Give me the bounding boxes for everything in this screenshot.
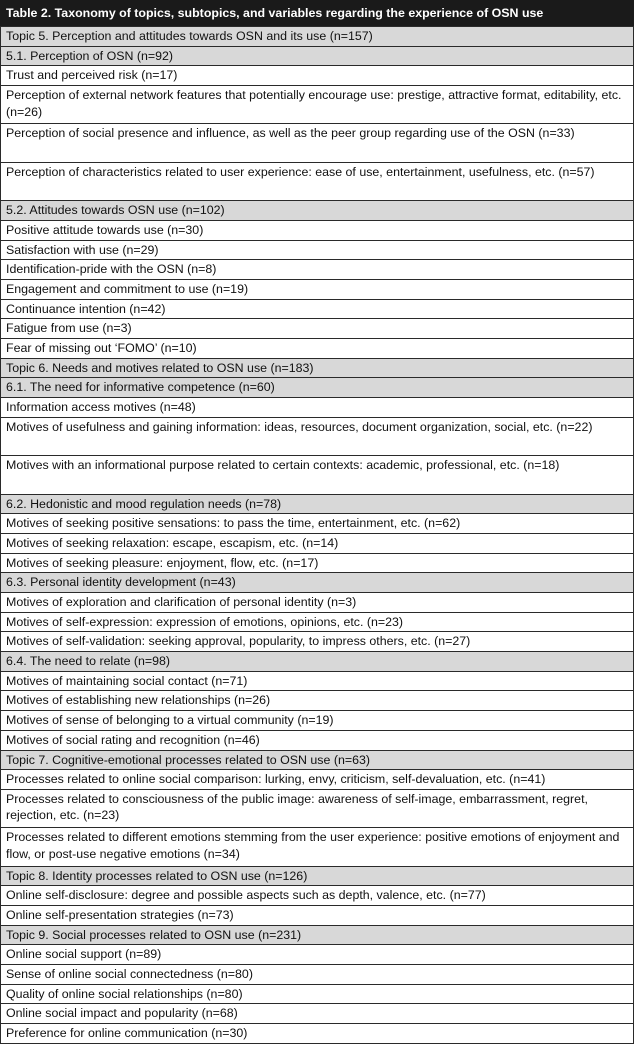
table-row: Preference for online communication (n=30): [1, 1023, 633, 1043]
table-row: Perception of characteristics related to user experience: ease of use, entertainment, usefulness, etc. (n=57): [1, 162, 633, 200]
table-row: Motives of usefulness and gaining information: ideas, resources, document organization, social, etc. (n=22): [1, 417, 633, 455]
table-section-header: 6.3. Personal identity development (n=43): [1, 572, 633, 592]
table-section-header: Topic 6. Needs and motives related to OSN use (n=183): [1, 358, 633, 378]
table-row: Identification-pride with the OSN (n=8): [1, 259, 633, 279]
table-section-header: Topic 5. Perception and attitudes towards OSN and its use (n=157): [1, 26, 633, 46]
table-row: Fatigue from use (n=3): [1, 318, 633, 338]
table-row: Motives of self-expression: expression of emotions, opinions, etc. (n=23): [1, 612, 633, 632]
table-row: Online social support (n=89): [1, 944, 633, 964]
table-row: Motives with an informational purpose related to certain contexts: academic, professional, etc. (n=18): [1, 455, 633, 493]
table-row: Online social impact and popularity (n=68): [1, 1003, 633, 1023]
table-section-header: 5.2. Attitudes towards OSN use (n=102): [1, 200, 633, 220]
table-title: Table 2. Taxonomy of topics, subtopics, and variables regarding the experience of OSN use: [0, 0, 634, 26]
table-row: Trust and perceived risk (n=17): [1, 65, 633, 85]
table-row: Online self-presentation strategies (n=73): [1, 905, 633, 925]
table-row: Motives of sense of belonging to a virtual community (n=19): [1, 710, 633, 730]
table-row: Continuance intention (n=42): [1, 299, 633, 319]
table-row: Processes related to consciousness of the public image: awareness of self-image, embarrassment, regret, rejection, etc. (n=23): [1, 789, 633, 827]
table-row: Motives of establishing new relationships (n=26): [1, 690, 633, 710]
table-row: Information access motives (n=48): [1, 397, 633, 417]
table-section-header: Topic 7. Cognitive-emotional processes related to OSN use (n=63): [1, 750, 633, 770]
table-row: Engagement and commitment to use (n=19): [1, 279, 633, 299]
table-row: Quality of online social relationships (n=80): [1, 984, 633, 1004]
table-row: Perception of external network features that potentially encourage use: prestige, attractive format, editability, etc. (n=26): [1, 85, 633, 123]
table-section-header: 6.2. Hedonistic and mood regulation needs (n=78): [1, 494, 633, 514]
table-row: Online self-disclosure: degree and possible aspects such as depth, valence, etc. (n=77): [1, 885, 633, 905]
table-row: Processes related to different emotions stemming from the user experience: positive emotions of enjoyment and flow, or post-use negative emotions (n=34): [1, 827, 633, 865]
table-body: [0, 26, 634, 1044]
table-section-header: Topic 9. Social processes related to OSN use (n=231): [1, 925, 633, 945]
table-row: Motives of seeking pleasure: enjoyment, flow, etc. (n=17): [1, 553, 633, 573]
table-row: Motives of maintaining social contact (n=71): [1, 671, 633, 691]
table-section-header: Topic 8. Identity processes related to OSN use (n=126): [1, 866, 633, 886]
table-row: Sense of online social connectedness (n=80): [1, 964, 633, 984]
table-section-header: 6.4. The need to relate (n=98): [1, 651, 633, 671]
table-row: Motives of social rating and recognition (n=46): [1, 730, 633, 750]
table-row: Satisfaction with use (n=29): [1, 240, 633, 260]
table-row: Fear of missing out ‘FOMO’ (n=10): [1, 338, 633, 358]
table-row: Motives of seeking relaxation: escape, escapism, etc. (n=14): [1, 533, 633, 553]
table-row: Motives of self-validation: seeking approval, popularity, to impress others, etc. (n=27): [1, 631, 633, 651]
table-section-header: 6.1. The need for informative competence (n=60): [1, 377, 633, 397]
table-row: Motives of seeking positive sensations: to pass the time, entertainment, etc. (n=62): [1, 513, 633, 533]
table-row: Perception of social presence and influence, as well as the peer group regarding use of the OSN (n=33): [1, 123, 633, 161]
table-row: Positive attitude towards use (n=30): [1, 220, 633, 240]
table-row: Processes related to online social comparison: lurking, envy, criticism, self-devaluation, etc. (n=41): [1, 769, 633, 789]
table-row: Motives of exploration and clarification of personal identity (n=3): [1, 592, 633, 612]
table-section-header: 5.1. Perception of OSN (n=92): [1, 46, 633, 66]
